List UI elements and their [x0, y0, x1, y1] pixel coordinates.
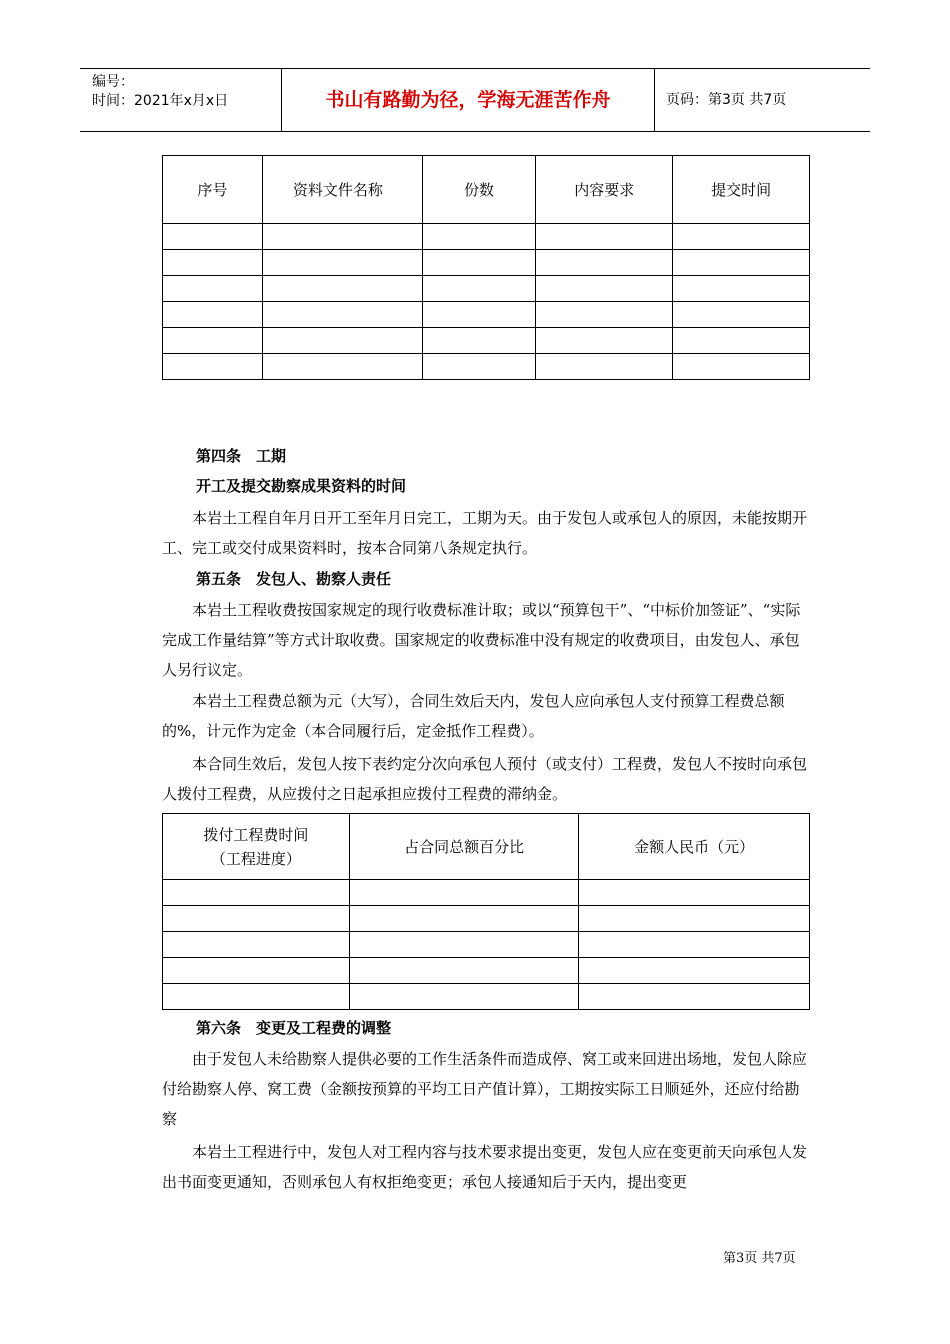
- table-row: [163, 984, 810, 1010]
- table-header-row: [163, 814, 810, 880]
- header-divider: [654, 69, 655, 131]
- column-header: 资料文件名称: [262, 156, 422, 224]
- table-row: [163, 906, 810, 932]
- table-row: [163, 328, 810, 354]
- section6-title: 第六条 变更及工程费的调整: [196, 1019, 392, 1037]
- section5-paragraph-1: 本岩土工程收费按国家规定的现行收费标准计取；或以“预算包干”、“中标价加签证”、“实际完成工作量结算”等方式计取收费。国家规定的收费标准中没有规定的收费项目，由发包人、承包人另行议定。: [162, 601, 801, 679]
- serial-label: 编号：: [92, 74, 134, 90]
- table-row: [163, 932, 810, 958]
- table-row: [163, 250, 810, 276]
- header-left: [92, 73, 282, 111]
- column-header: 序号: [163, 156, 263, 224]
- section6-paragraph-1: 由于发包人未给勘察人提供必要的工作生活条件而造成停、窝工或来回进出场地，发包人除应付给勘察人停、窝工费（金额按预算的平均工日产值计算），工期按实际工日顺延外，还应付给勘察: [162, 1050, 808, 1128]
- footer-page-number: 第3页 共7页: [723, 1251, 796, 1266]
- section4-title: 第四条 工期: [196, 447, 287, 465]
- table-row: [163, 354, 810, 380]
- table-row: [163, 880, 810, 906]
- column-header: 内容要求: [536, 156, 673, 224]
- section5-paragraph-2: 本岩土工程费总额为元（大写），合同生效后天内，发包人应向承包人支付预算工程费总额的%，计元作为定金（本合同履行后，定金抵作工程费）。: [162, 692, 785, 740]
- page-header: [80, 68, 870, 132]
- documents-table: [162, 155, 810, 380]
- header-motto: 书山有路勤为径，学海无涯苦作舟: [325, 89, 611, 111]
- table-row: [163, 276, 810, 302]
- column-header: 金额人民币（元）: [579, 814, 810, 880]
- date-label: 时间：2021年x月x日: [92, 93, 229, 109]
- header-page-number: 页码：第3页 共7页: [666, 92, 787, 108]
- table-row: [163, 958, 810, 984]
- table-row: [163, 302, 810, 328]
- section4-paragraph: 本岩土工程自年月日开工至年月日完工，工期为天。由于发包人或承包人的原因，未能按期开工、完工或交付成果资料时，按本合同第八条规定执行。: [162, 509, 808, 557]
- section6-paragraph-2: 本岩土工程进行中，发包人对工程内容与技术要求提出变更，发包人应在变更前天向承包人发出书面变更通知，否则承包人有权拒绝变更；承包人接通知后于天内，提出变更: [162, 1143, 808, 1191]
- section4-subtitle: 开工及提交勘察成果资料的时间: [196, 477, 407, 495]
- payment-schedule-table: [162, 813, 810, 1010]
- column-header: 份数: [422, 156, 536, 224]
- section5-paragraph-3: 本合同生效后，发包人按下表约定分次向承包人预付（或支付）工程费，发包人不按时向承包人拨付工程费，从应拨付之日起承担应拨付工程费的滞纳金。: [162, 755, 808, 803]
- table-row: [163, 224, 810, 250]
- column-header: 拨付工程费时间（工程进度）: [163, 814, 350, 880]
- section5-title: 第五条 发包人、勘察人责任: [196, 570, 392, 588]
- column-header: 占合同总额百分比: [349, 814, 579, 880]
- column-header: 提交时间: [673, 156, 810, 224]
- table-header-row: [163, 156, 810, 224]
